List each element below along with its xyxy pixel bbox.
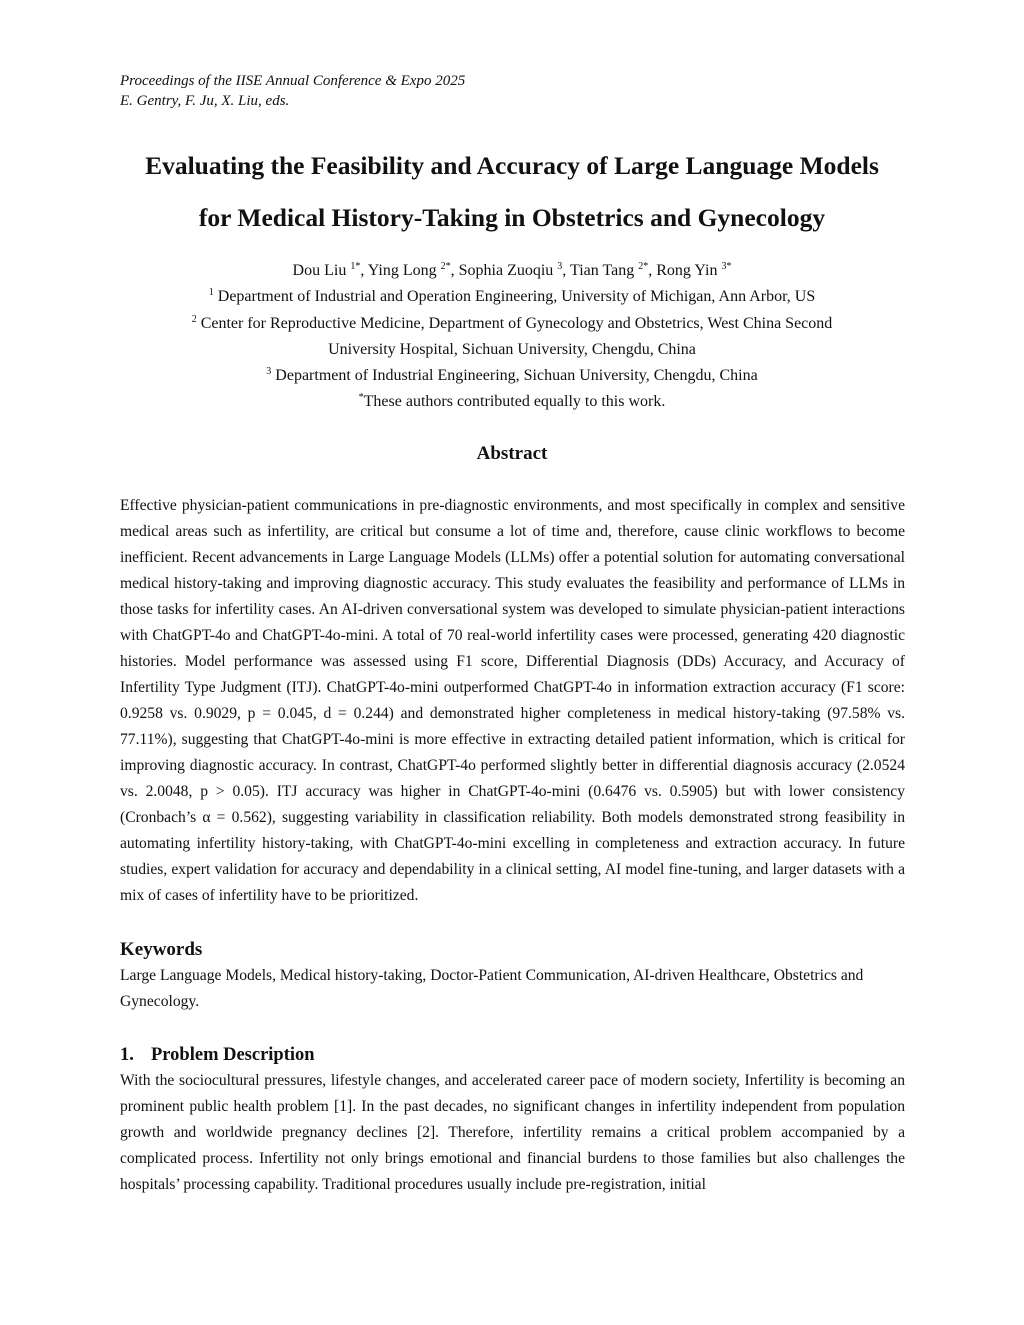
section-title: Problem Description [151, 1045, 315, 1065]
abstract-heading: Abstract [476, 443, 548, 464]
author-name: Sophia Zuoqiu [458, 262, 554, 279]
author-mark: 3* [721, 261, 732, 272]
paper-title [60, 140, 964, 244]
author-name: Tian Tang [570, 262, 635, 279]
author-name: Dou Liu [292, 262, 347, 279]
affiliation-text: Department of Industrial and Operation Engineering, University of Michigan, Ann Arbor, US [217, 288, 816, 306]
equal-contribution-note [110, 389, 914, 415]
affiliation-text: Department of Industrial Engineering, Sichuan University, Chengdu, China [275, 367, 758, 385]
note-mark: * [358, 392, 364, 404]
affiliation-mark: 3 [266, 366, 272, 378]
author-mark: 1* [350, 261, 361, 272]
proceedings-line: Proceedings of the IISE Annual Conference & Expo 2025 [120, 73, 466, 89]
section-number: 1. [120, 1045, 134, 1065]
affiliation-2 [110, 311, 914, 337]
title-line-1: Evaluating the Feasibility and Accuracy of Large Language Models [145, 151, 879, 180]
keywords-heading: Keywords [120, 939, 203, 960]
author-name: Ying Long [367, 262, 437, 279]
author-name: Rong Yin [656, 262, 718, 279]
proceedings-header [120, 71, 465, 111]
section-heading [120, 1043, 315, 1067]
affiliation-3 [110, 363, 914, 389]
affiliation-2-continued: University Hospital, Sichuan University, Chengdu, China [328, 340, 696, 358]
author-mark: 2* [638, 261, 649, 272]
editors-line: E. Gentry, F. Ju, X. Liu, eds. [120, 93, 290, 109]
note-text: These authors contributed equally to this work. [363, 393, 666, 411]
author-separator: , [648, 262, 657, 279]
affiliation-mark: 1 [208, 287, 214, 299]
author-mark: 2* [440, 261, 451, 272]
author-separator: , [360, 262, 368, 279]
affiliation-text: Center for Reproductive Medicine, Department of Gynecology and Obstetrics, West China Second [200, 314, 833, 332]
author-mark: 3 [557, 261, 563, 272]
affiliation-mark: 2 [191, 313, 197, 325]
affiliation-1 [110, 284, 914, 310]
keywords-body: Large Language Models, Medical history-taking, Doctor-Patient Communication, AI-driven Healthcare, Obstetrics and Gynecology. [120, 967, 864, 1010]
author-separator: , [450, 262, 459, 279]
abstract-body: Effective physician-patient communications in pre-diagnostic environments, and most specifically in complex and sensitive medical areas such as infertility, are critical but consume a lot of time and, therefore, cause clinic workflows to become inefficient. Recent advancements in Large Language Models (LLMs) offer a potential solution for automating conversational medical history-taking and improving diagnostic accuracy. This study evaluates the feasibility and performance of LLMs in those tasks for infertility cases. An AI-driven conversational system was developed to simulate physician-patient interactions with ChatGPT-4o and ChatGPT-4o-mini. A total of 70 real-world infertility cases were processed, generating 420 diagnostic histories. Model performance was assessed using F1 score, Differential Diagnosis (DDs) Accuracy, and Accuracy of Infertility Type Judgment (ITJ). ChatGPT-4o-mini outperformed ChatGPT-4o in information extraction accuracy (F1 score: 0.9258 vs. 0.9029, p = 0.045, d = 0.244) and demonstrated higher completeness in medical history-taking (97.58% vs. 77.11%), suggesting that ChatGPT-4o-mini is more effective in extracting detailed patient information, which is critical for improving diagnostic accuracy. In contrast, ChatGPT-4o performed slightly better in differential diagnosis accuracy (2.0524 vs. 2.0048, p > 0.05). ITJ accuracy was higher in ChatGPT-4o-mini (0.6476 vs. 0.5905) but with lower consistency (Cronbach’s α = 0.562), suggesting variability in classification reliability. Both models demonstrated strong feasibility in automating infertility history-taking, with ChatGPT-4o-mini excelling in completeness and extraction accuracy. In future studies, expert validation for accuracy and dependability in a clinical setting, AI model fine-tuning, and larger datasets with a mix of cases of infertility have to be prioritized. [120, 497, 905, 904]
section-body: With the sociocultural pressures, lifestyle changes, and accelerated career pace of modern society, Infertility is becoming an prominent public health problem [1]. In the past decades, no significant changes in infertility independent from population growth and worldwide pregnancy declines [2]. Therefore, infertility remains a critical problem accompanied by a complicated process. Infertility not only brings emotional and financial burdens to those families but also challenges the hospitals’ processing capability. Traditional procedures usually include pre-registration, initial [120, 1072, 905, 1193]
author-list [110, 258, 914, 284]
title-line-2: for Medical History-Taking in Obstetrics and Gynecology [198, 203, 826, 232]
author-separator: , [562, 262, 571, 279]
author-block [110, 258, 914, 416]
